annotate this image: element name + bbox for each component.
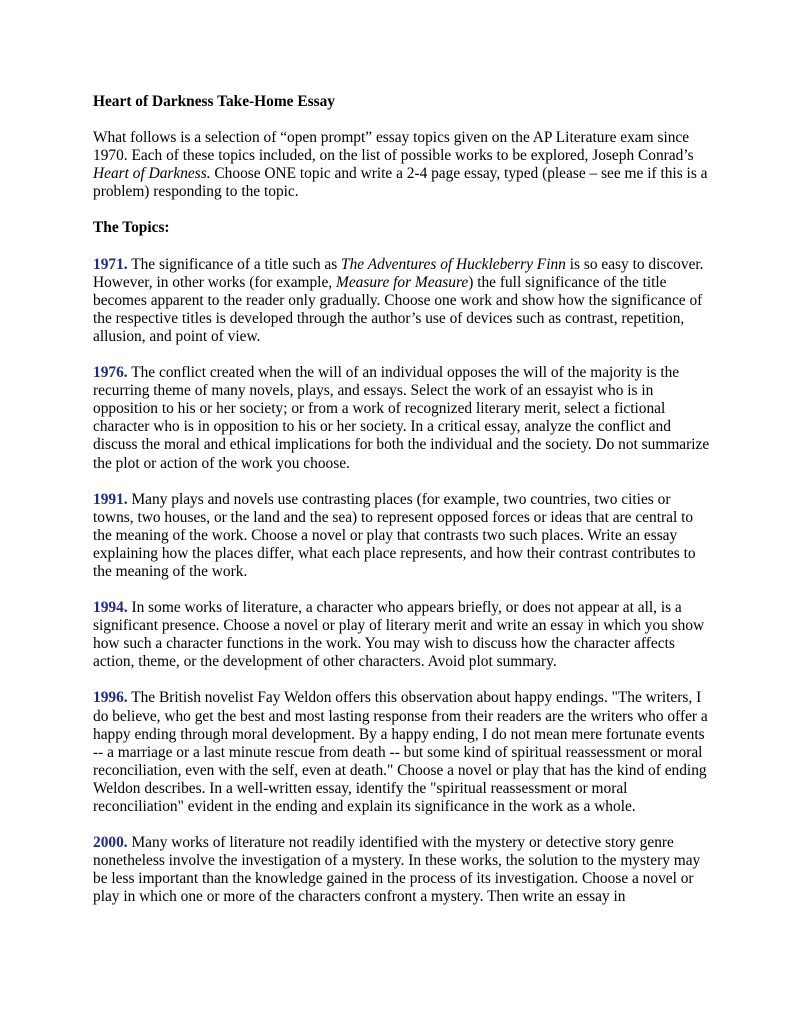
topic-text: The conflict created when the will of an individual opposes the will of the majority is the recurring theme of many novels, plays, and essays. Select the work of an essayist who is in opposition to his or her society; or from a work of recognized literary merit, select a fictional character who is in opposition to his or her society. In a critical essay, analyze the conflict and discuss the moral and ethical implications for both the individual and the society. Do not summarize the plot or action of the work you choose. (93, 364, 710, 472)
topic-work-title: The Adventures of Huckleberry Finn (341, 255, 566, 273)
intro-text-1: What follows is a selection of “open prompt” essay topics given on the AP Literature exam since 1970. Each of these topics included, on the list of possible works to be explored, Joseph Conrad’s (93, 129, 694, 165)
topic-paragraph (93, 834, 713, 906)
topic-year: 1994. (93, 599, 128, 617)
intro-paragraph (93, 129, 713, 201)
topic-text: ) the full significance of the title becomes apparent to the reader only gradually. Choose one work and show how the significance of the respective titles is developed through the author’s use of devices such as contrast, repetition, allusion, and point of view. (93, 273, 703, 345)
topic-paragraph (93, 364, 713, 473)
topic-year: 1976. (93, 364, 128, 382)
topic-text: The significance of a title such as (127, 255, 342, 273)
topic-text: The British novelist Fay Weldon offers this observation about happy endings. "The writers, I do believe, who get the best and most lasting response from their readers are the writers who offer a happy ending through moral development. By a happy ending, I do not mean mere fortunate events -- a marriage or a last minute rescue from death -- but some kind of spiritual reassessment or moral reconciliation, even with the self, even at death." Choose a novel or play that has the kind of ending Weldon describes. In a well-written essay, identify the "spiritual reassessment or moral reconciliation" evident in the ending and explain its significance in the work as a whole. (93, 689, 708, 815)
intro-work-title: Heart of Darkness. (93, 165, 211, 183)
topic-text: Many plays and novels use contrasting places (for example, two countries, two cities or towns, two houses, or the land and the sea) to represent opposed forces or ideas that are central to the meaning of the work. Choose a novel or play that contrasts two such places. Write an essay explaining how the places differ, what each place represents, and how their contrast contributes to the meaning of the work. (93, 490, 696, 580)
topic-year: 2000. (93, 834, 128, 852)
topic-year: 1996. (93, 689, 128, 707)
intro-text-2: Choose ONE topic and write a 2-4 page essay, typed (please – see me if this is a problem) responding to the topic. (93, 165, 708, 201)
topic-year: 1971. (93, 255, 128, 273)
topic-text: In some works of literature, a character who appears briefly, or does not appear at all, is a significant presence. Choose a novel or play of literary merit and write an essay in which you show how such a character functions in the work. You may wish to discuss how the character affects action, theme, or the development of other characters. Avoid plot summary. (93, 599, 705, 671)
topic-paragraph (93, 491, 713, 581)
topic-paragraph (93, 599, 713, 671)
topics-list (93, 256, 713, 907)
topic-year: 1991. (93, 490, 128, 508)
document-page (93, 93, 713, 924)
topic-text: is so easy to discover. However, in other works (for example, (93, 255, 704, 291)
topic-text: Many works of literature not readily identified with the mystery or detective story genre nonetheless involve the investigation of a mystery. In these works, the solution to the mystery may be less important than the knowledge gained in the process of its investigation. Choose a novel or play in which one or more of the characters confront a mystery. Then write an essay in (93, 834, 701, 906)
document-title: Heart of Darkness Take-Home Essay (93, 93, 335, 110)
topics-heading: The Topics: (93, 219, 170, 237)
topic-paragraph (93, 256, 713, 346)
topic-work-title: Measure for Measure (336, 273, 469, 291)
topic-paragraph (93, 689, 713, 816)
